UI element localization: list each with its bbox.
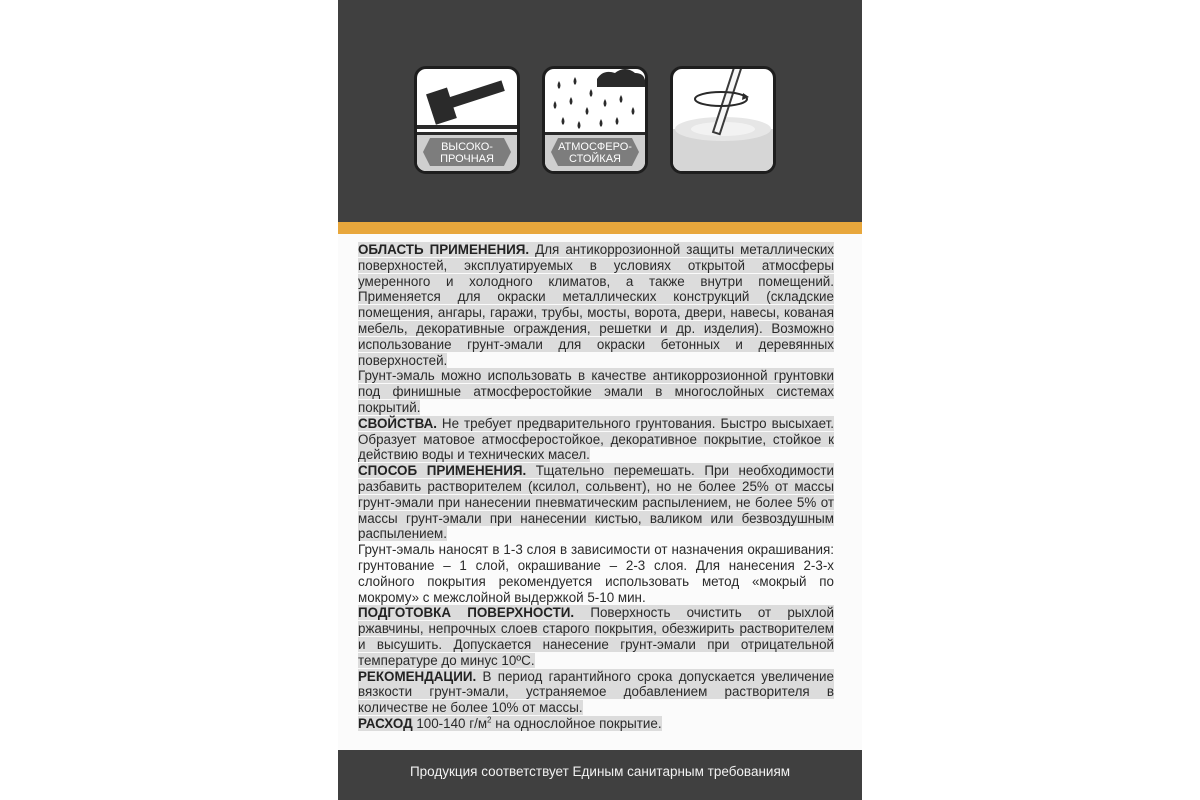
- accent-stripe: [338, 222, 862, 234]
- method-section: [358, 463, 834, 542]
- rain-cloud-icon: [545, 69, 645, 135]
- hammer-icon: [417, 69, 517, 135]
- area-heading: ОБЛАСТЬ ПРИМЕНЕНИЯ.: [358, 242, 530, 257]
- preparation-text: Поверхность очистить от рыхлой ржавчины, непрочных слоев старого покрытия, обезжирить растворителем и высушить. Допускается нанесение грунт-эмали при отрицательной температуре до минус 10ºС.: [358, 605, 834, 668]
- method-heading: СПОСОБ ПРИМЕНЕНИЯ.: [358, 463, 527, 479]
- properties-heading: СВОЙСТВА.: [358, 415, 437, 431]
- caption-line-1: АТМОСФЕРО-: [558, 141, 632, 153]
- consumption-text-b: на однослойное покрытие.: [491, 715, 662, 731]
- area-text-2: Грунт-эмаль можно использовать в качестве антикоррозионной грунтовки под финишные атмосферостойкие эмали в многослойных системах покрытий.: [358, 368, 834, 415]
- stirring-paint-icon: [673, 69, 773, 171]
- preparation-heading: ПОДГОТОВКА ПОВЕРХНОСТИ.: [358, 605, 575, 621]
- area-text: Для антикоррозионной защиты металлических поверхностей, эксплуатируемых в условиях открытой атмосферы умеренного и холодного климатов, а также внутри помещений. Применяется для окраски металлических конструкций (складские помещения, ангары, гаражи, трубы, мосты, ворота, двери, навесы, кованая мебель, декоративные ограждения, решетки и др. изделия). Возможно использование грунт-эмали для окраски бетонных и деревянных поверхностей.: [358, 242, 835, 368]
- weather-resistant-badge: [542, 66, 648, 174]
- product-label: [338, 0, 862, 800]
- method-text: Тщательно перемешать. При необходимости разбавить растворителем (ксилол, сольвент), но не более 25% от массы грунт-эмали при нанесении пневматическим распылением, не более 5% от массы грунт-эмали при нанесении кистью, валиком или безвоздушным распылением.: [358, 463, 834, 542]
- description-text: [358, 242, 834, 732]
- label-header-band: [338, 0, 862, 222]
- caption-line-2: ПРОЧНАЯ: [440, 153, 494, 165]
- stir-badge: [670, 66, 776, 174]
- method-text-2: Грунт-эмаль наносят в 1-3 слоя в зависимости от назначения окрашивания: грунтование – 1 слой, окрашивание – 2-3 слоя. Для нанесения 2-3-х слойного покрытия рекомендуется использовать метод «мокрый по мокрому» с межслойной выдержкой 5-10 мин.: [358, 542, 834, 605]
- footer-text: Продукция соответствует Единым санитарным требованиям: [409, 764, 791, 779]
- preparation-section: [358, 605, 834, 668]
- method-section-extra: [358, 542, 834, 605]
- area-section-extra: [358, 368, 834, 415]
- caption-line-2: СТОЙКАЯ: [569, 153, 621, 165]
- consumption-superscript: 2: [487, 715, 492, 725]
- properties-text: Не требует предварительного грунтования. Быстро высыхает. Образует матовое атмосферостойкое, декоративное покрытие, стойкое к действию воды и технических масел.: [358, 415, 834, 463]
- consumption-heading: РАСХОД: [358, 715, 413, 731]
- caption-line-1: ВЫСОКО-: [441, 141, 493, 153]
- recommendations-section: [358, 669, 834, 716]
- weather-resistant-caption: [545, 132, 645, 171]
- high-strength-caption: [417, 132, 517, 171]
- area-section: [358, 242, 834, 368]
- consumption-text-a: 100-140 г/м: [412, 715, 488, 731]
- consumption-section: [358, 716, 834, 732]
- high-strength-badge: [414, 66, 520, 174]
- recommendations-heading: РЕКОМЕНДАЦИИ.: [358, 668, 477, 684]
- properties-section: [358, 416, 834, 463]
- recommendations-text: В период гарантийного срока допускается увеличение вязкости грунт-эмали, устраняемое добавлением растворителя в количестве не более 10% от массы.: [358, 668, 834, 716]
